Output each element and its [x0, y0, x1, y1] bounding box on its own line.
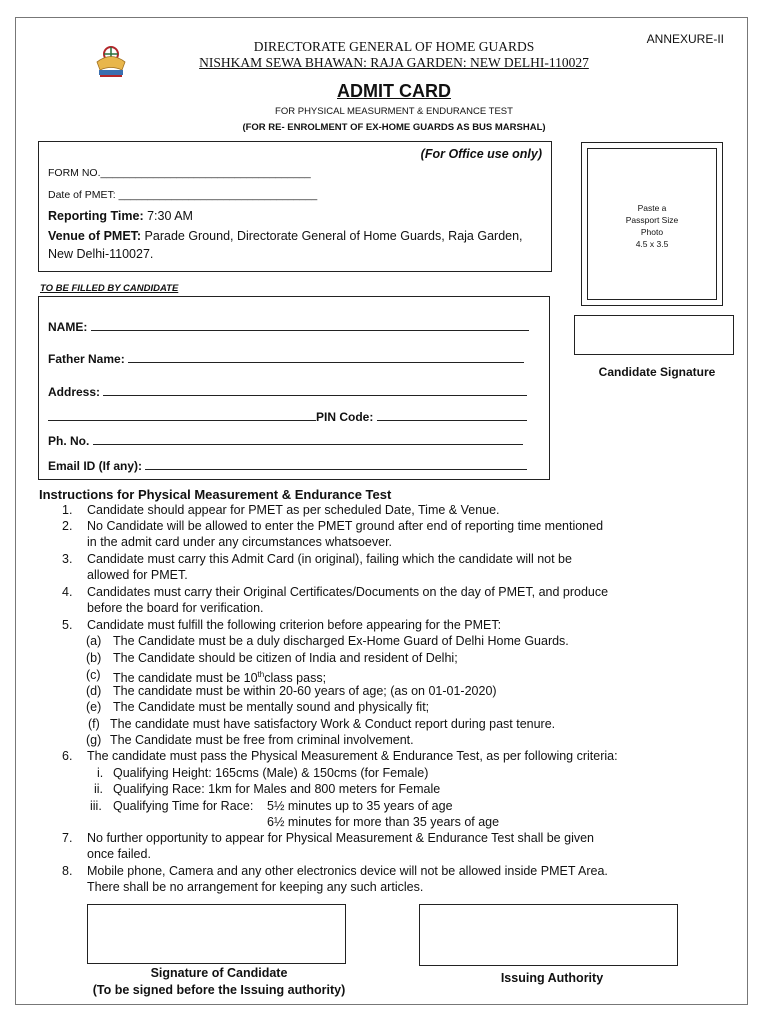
address-line-2[interactable]: [48, 409, 316, 421]
roman-mark: i.: [97, 766, 104, 780]
item-number: 2.: [62, 519, 73, 533]
instruction-item-8: Mobile phone, Camera and any other electronics device will not be allowed inside PMET Area.: [87, 864, 608, 878]
photo-frame: [587, 148, 717, 300]
candidate-signature-label: Candidate Signature: [598, 365, 716, 379]
office-use-box: [38, 141, 552, 272]
office-use-note: (For Office use only): [420, 147, 542, 161]
criterion-c-sup: th: [257, 670, 265, 679]
name-line[interactable]: [91, 319, 529, 331]
address-label: Address:: [48, 385, 104, 399]
candidate-signature-box[interactable]: [574, 315, 734, 355]
item-number: 6.: [62, 749, 73, 763]
reporting-time-value: 7:30 AM: [143, 209, 193, 223]
criterion-c-text: The candidate must be 10: [113, 671, 258, 686]
father-name-label: Father Name:: [48, 352, 129, 366]
signature-note: (To be signed before the Issuing authority): [92, 983, 346, 997]
email-label: Email ID (If any):: [48, 459, 146, 473]
venue-label: Venue of PMET:: [48, 229, 142, 243]
instruction-item-4: Candidates must carry their Original Certificates/Documents on the day of PMET, and produce: [87, 585, 609, 599]
criterion-a: The Candidate must be a duly discharged Ex-Home Guard of Delhi Home Guards.: [113, 634, 569, 648]
pin-code-line[interactable]: [377, 409, 527, 421]
subtitle-purpose: (FOR RE- ENROLMENT OF EX-HOME GUARDS AS BUS MARSHAL): [242, 122, 546, 133]
page-title: ADMIT CARD: [337, 81, 451, 101]
instruction-item-8-cont: There shall be no arrangement for keeping any such articles.: [87, 880, 424, 894]
org-name-line: DIRECTORATE GENERAL OF HOME GUARDS: [253, 39, 535, 54]
venue-value-line2: New Delhi-110027.: [48, 247, 154, 261]
reporting-time: [48, 209, 193, 223]
father-name-field[interactable]: [48, 351, 524, 366]
criterion-c-text-end: class pass;: [264, 671, 327, 686]
email-field[interactable]: [48, 458, 527, 473]
sub-item-mark: (g): [86, 733, 102, 747]
form-no-field[interactable]: FORM NO.____________________________________: [48, 167, 311, 179]
candidate-details-box: [38, 296, 550, 480]
instruction-item-7: No further opportunity to appear for Physical Measurement & Endurance Test shall be given: [87, 831, 594, 845]
venue: [48, 229, 523, 243]
subtitle-test: FOR PHYSICAL MEASURMENT & ENDURANCE TEST: [275, 106, 513, 117]
item-number: 4.: [62, 585, 73, 599]
roman-mark: iii.: [90, 799, 102, 813]
org-address-line: NISHKAM SEWA BHAWAN: RAJA GARDEN: NEW DELHI-110027: [199, 55, 589, 70]
name-field[interactable]: [48, 319, 529, 334]
reporting-time-label: Reporting Time:: [48, 209, 144, 223]
criterion-e: The Candidate must be mentally sound and physically fit;: [113, 700, 430, 714]
criterion-g: The Candidate must be free from criminal involvement.: [110, 733, 414, 747]
photo-line: Photo: [640, 227, 664, 237]
signature-label-text: Signature of Candidate: [150, 966, 288, 980]
instruction-item-1: Candidate should appear for PMET as per scheduled Date, Time & Venue.: [87, 503, 500, 517]
phone-field[interactable]: [48, 433, 523, 448]
sub-item-mark: (f): [88, 717, 100, 731]
sub-item-mark: (c): [86, 668, 101, 682]
sub-item-mark: (a): [86, 634, 102, 648]
instructions-title: Instructions for Physical Measurement & Endurance Test: [39, 487, 392, 502]
criterion-d: The candidate must be within 20-60 years of age; (as on 01-01-2020): [113, 684, 497, 698]
father-name-line[interactable]: [128, 351, 524, 363]
criteria-time-label: Qualifying Time for Race:: [113, 799, 254, 813]
photo-line: Paste a: [637, 203, 667, 213]
criteria-time-value-2: 6½ minutes for more than 35 years of age: [267, 815, 500, 829]
address-field[interactable]: [48, 384, 527, 399]
criterion-f: The candidate must have satisfactory Work & Conduct report during past tenure.: [110, 717, 556, 731]
item-number: 3.: [62, 552, 73, 566]
signature-of-candidate-label: [87, 965, 351, 999]
sub-item-mark: (b): [86, 651, 102, 665]
issuing-authority-label: Issuing Authority: [500, 971, 604, 985]
annexure-label: ANNEXURE-II: [646, 32, 724, 46]
instruction-item-7-cont: once failed.: [87, 847, 151, 861]
criteria-race: Qualifying Race: 1km for Males and 800 meters for Female: [113, 782, 441, 796]
address-pin-field[interactable]: [48, 409, 527, 424]
sub-item-mark: (d): [86, 684, 102, 698]
address-line[interactable]: [103, 384, 527, 396]
roman-mark: ii.: [94, 782, 104, 796]
instruction-item-6: The candidate must pass the Physical Measurement & Endurance Test, as per following criteria:: [87, 749, 618, 763]
email-line[interactable]: [145, 458, 527, 470]
criteria-height: Qualifying Height: 165cms (Male) & 150cms (for Female): [113, 766, 429, 780]
photo-instructions: [588, 202, 716, 250]
pin-code-label: PIN Code:: [316, 410, 377, 424]
candidate-section-label: TO BE FILLED BY CANDIDATE: [40, 283, 179, 294]
criteria-time-value-1: 5½ minutes up to 35 years of age: [267, 799, 453, 813]
phone-label: Ph. No.: [48, 434, 93, 448]
phone-line[interactable]: [93, 433, 523, 445]
name-label: NAME:: [48, 320, 91, 334]
signature-of-candidate-box[interactable]: [87, 904, 346, 964]
instruction-item-3-cont: allowed for PMET.: [87, 568, 188, 582]
instruction-item-3: Candidate must carry this Admit Card (in original), failing which the candidate will not be: [87, 552, 572, 566]
instruction-item-2: No Candidate will be allowed to enter the PMET ground after end of reporting time mentioned: [87, 519, 604, 533]
photo-line: Passport Size: [625, 215, 679, 225]
criterion-b: The Candidate should be citizen of India and resident of Delhi;: [113, 651, 458, 665]
instruction-item-2-cont: in the admit card under any circumstances whatsoever.: [87, 535, 393, 549]
item-number: 1.: [62, 503, 73, 517]
date-of-pmet-field[interactable]: Date of PMET: __________________________________: [48, 189, 318, 201]
sub-item-mark: (e): [86, 700, 102, 714]
item-number: 8.: [62, 864, 73, 878]
photo-line: 4.5 x 3.5: [635, 239, 669, 249]
instruction-item-5: Candidate must fulfill the following criterion before appearing for the PMET:: [87, 618, 502, 632]
photo-box[interactable]: [581, 142, 723, 306]
item-number: 5.: [62, 618, 73, 632]
instruction-item-4-cont: before the board for verification.: [87, 601, 264, 615]
issuing-authority-box[interactable]: [419, 904, 678, 966]
item-number: 7.: [62, 831, 73, 845]
venue-value-line1: Parade Ground, Directorate General of Home Guards, Raja Garden,: [141, 229, 523, 243]
